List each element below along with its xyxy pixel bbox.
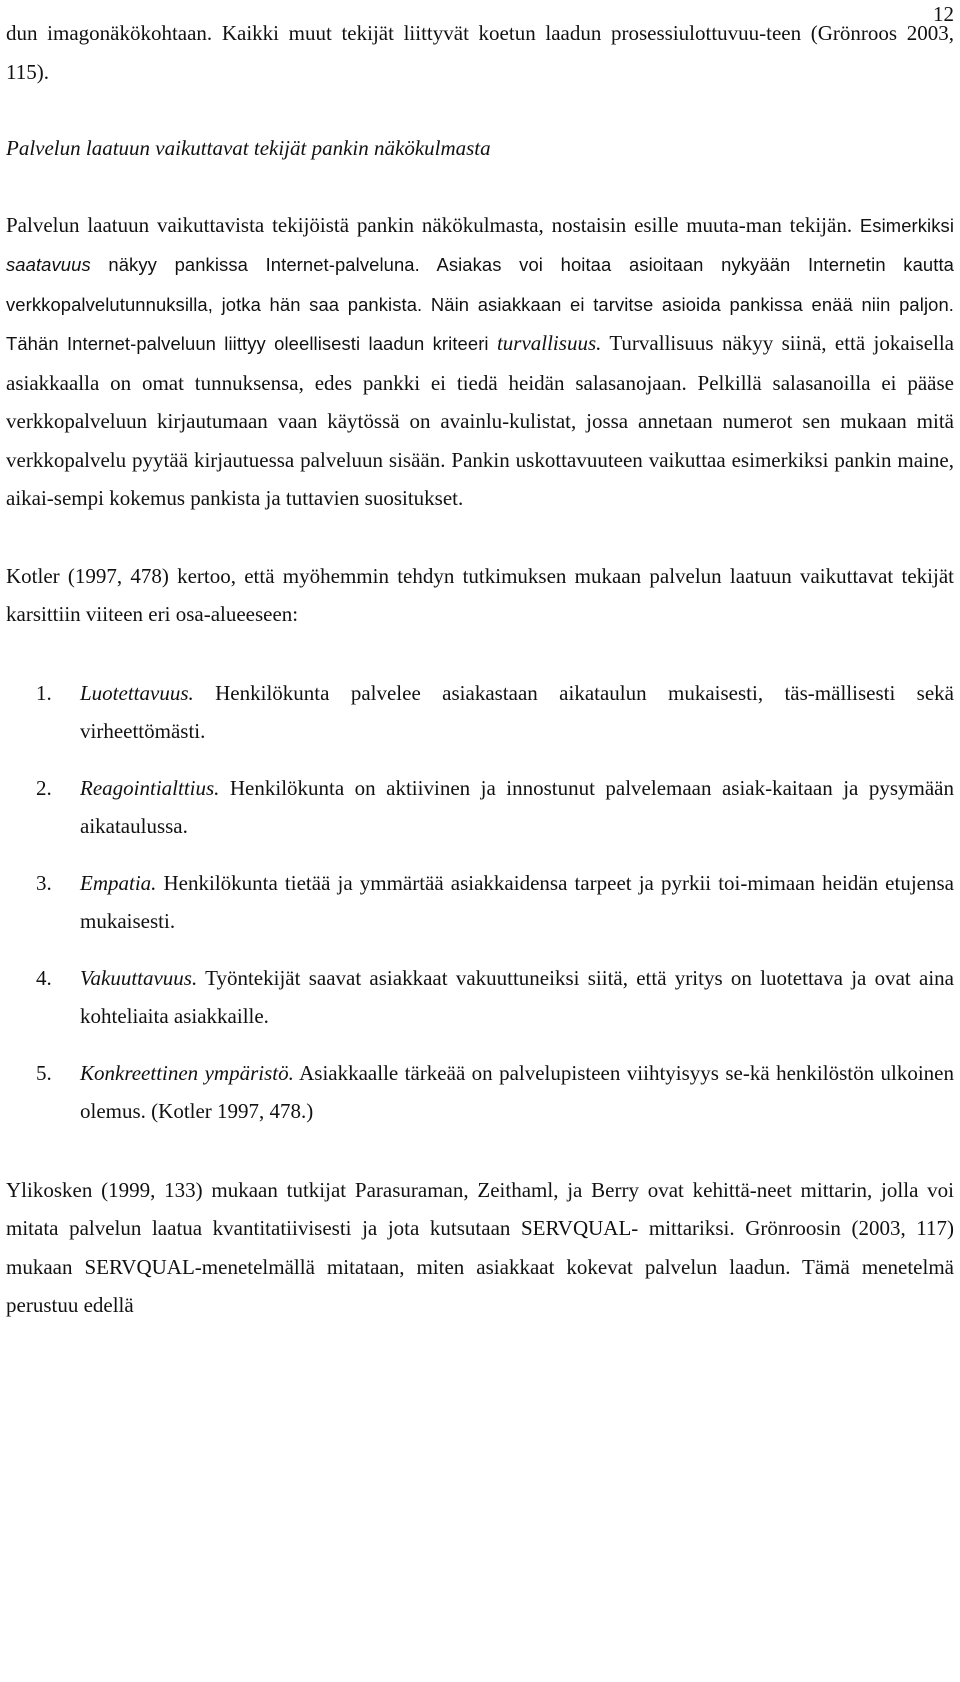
paragraph-spacer	[6, 91, 954, 129]
paragraph-spacer	[6, 518, 954, 557]
list-text: Henkilökunta tietää ja ymmärtää asiakkaidensa tarpeet ja pyrkii toi-mimaan heidän etujensa mukaisesti.	[80, 870, 954, 933]
list-term: Konkreettinen ympäristö.	[80, 1060, 294, 1085]
term-saatavuus: saatavuus	[6, 254, 91, 275]
paragraph-spacer	[6, 634, 954, 674]
bank-perspective-paragraph	[6, 206, 954, 518]
page-number: 12	[933, 2, 954, 26]
document-body	[6, 14, 954, 1325]
paragraph-text: Turvallisuus näkyy siinä, että jokaisella asiakkaalla on omat tunnuksensa, edes pankki ei tiedä heidän salasanojaan. Pelkillä salasanoilla ei pääse verkkopalveluun kirjautumaan vaan käytössä on avainlu-kulistat, jossa annetaan numerot sen mukaan mitä verkkopalvelu pyytää kirjautuessa palveluun sisään. Pankin uskottavuuteen vaikuttaa esimerkiksi pankin maine, aikai-sempi kokemus pankista ja tuttavien suositukset.	[6, 331, 955, 510]
kotler-paragraph: Kotler (1997, 478) kertoo, että myöhemmin tehdyn tutkimuksen mukaan palvelun laatuun vaikuttavat tekijät karsittiin viiteen eri osa-alueeseen:	[6, 563, 954, 626]
list-text: Henkilökunta palvelee asiakastaan aikataulun mukaisesti, täs-mällisesti sekä virheettömästi.	[80, 680, 954, 743]
list-item	[6, 864, 954, 941]
list-number: 3.	[36, 870, 52, 895]
servqual-paragraph: Ylikosken (1999, 133) mukaan tutkijat Parasuraman, Zeithaml, ja Berry ovat kehittä-neet mittarin, jolla voi mitata palvelun laatua kvantitatiivisesti ja jota kutsutaan SERVQUAL- mittariksi. Grönroosin (2003, 117) mukaan SERVQUAL-menetelmällä mitataan, miten asiakkaat kokevat palvelun laadun. Tämä menetelmä perustuu edellä	[6, 1177, 954, 1317]
list-item	[6, 674, 954, 751]
list-text: Työntekijät saavat asiakkaat vakuuttuneiksi siitä, että yritys on luotettava ja ovat aina kohteliaita asiakkaille.	[80, 965, 954, 1028]
list-number: 5.	[36, 1060, 52, 1085]
paragraph-spacer	[6, 1131, 954, 1171]
list-term: Vakuuttavuus.	[80, 965, 198, 990]
list-number: 2.	[36, 775, 52, 800]
intro-paragraph: dun imagonäkökohtaan. Kaikki muut tekijät liittyvät koetun laadun prosessiulottuvuu-teen (Grönroos 2003, 115).	[6, 21, 954, 84]
list-number: 1.	[36, 680, 52, 705]
list-text: Asiakkaalle tärkeää on palvelupisteen viihtyisyys se-kä henkilöstön ulkoinen olemus. (Kotler 1997, 478.)	[80, 1060, 954, 1123]
list-item	[6, 959, 954, 1036]
list-item	[6, 769, 954, 846]
term-turvallisuus: turvallisuus.	[496, 331, 602, 355]
paragraph-spacer	[6, 168, 954, 206]
paragraph-text: Palvelun laatuun vaikuttavista tekijöistä pankin näkökulmasta, nostaisin esille muuta-man tekijän.	[6, 212, 860, 237]
list-term: Reagointialttius.	[80, 775, 220, 800]
list-text: Henkilökunta on aktiivinen ja innostunut palvelemaan asiak-kaitaan ja pysymään aikataulussa.	[80, 775, 954, 838]
section-heading: Palvelun laatuun vaikuttavat tekijät pankin näkökulmasta	[6, 136, 491, 160]
paragraph-text-sans: näkyy pankissa Internet-palveluna. Asiakas voi hoitaa asioitaan nykyään Internetin kautta verkkopalvelutunnuksilla, jotka hän saa pankista. Näin asiakkaan ei tarvitse asioida pankissa enää niin paljon. Tähän Internet-palveluun liittyy oleellisesti laadun kriteeri	[6, 254, 954, 354]
list-term: Empatia.	[80, 870, 157, 895]
list-item	[6, 1054, 954, 1131]
list-term: Luotettavuus.	[80, 680, 194, 705]
paragraph-text-sans: Esimerkiksi	[859, 214, 954, 236]
list-number: 4.	[36, 965, 52, 990]
quality-criteria-list	[6, 674, 954, 1131]
